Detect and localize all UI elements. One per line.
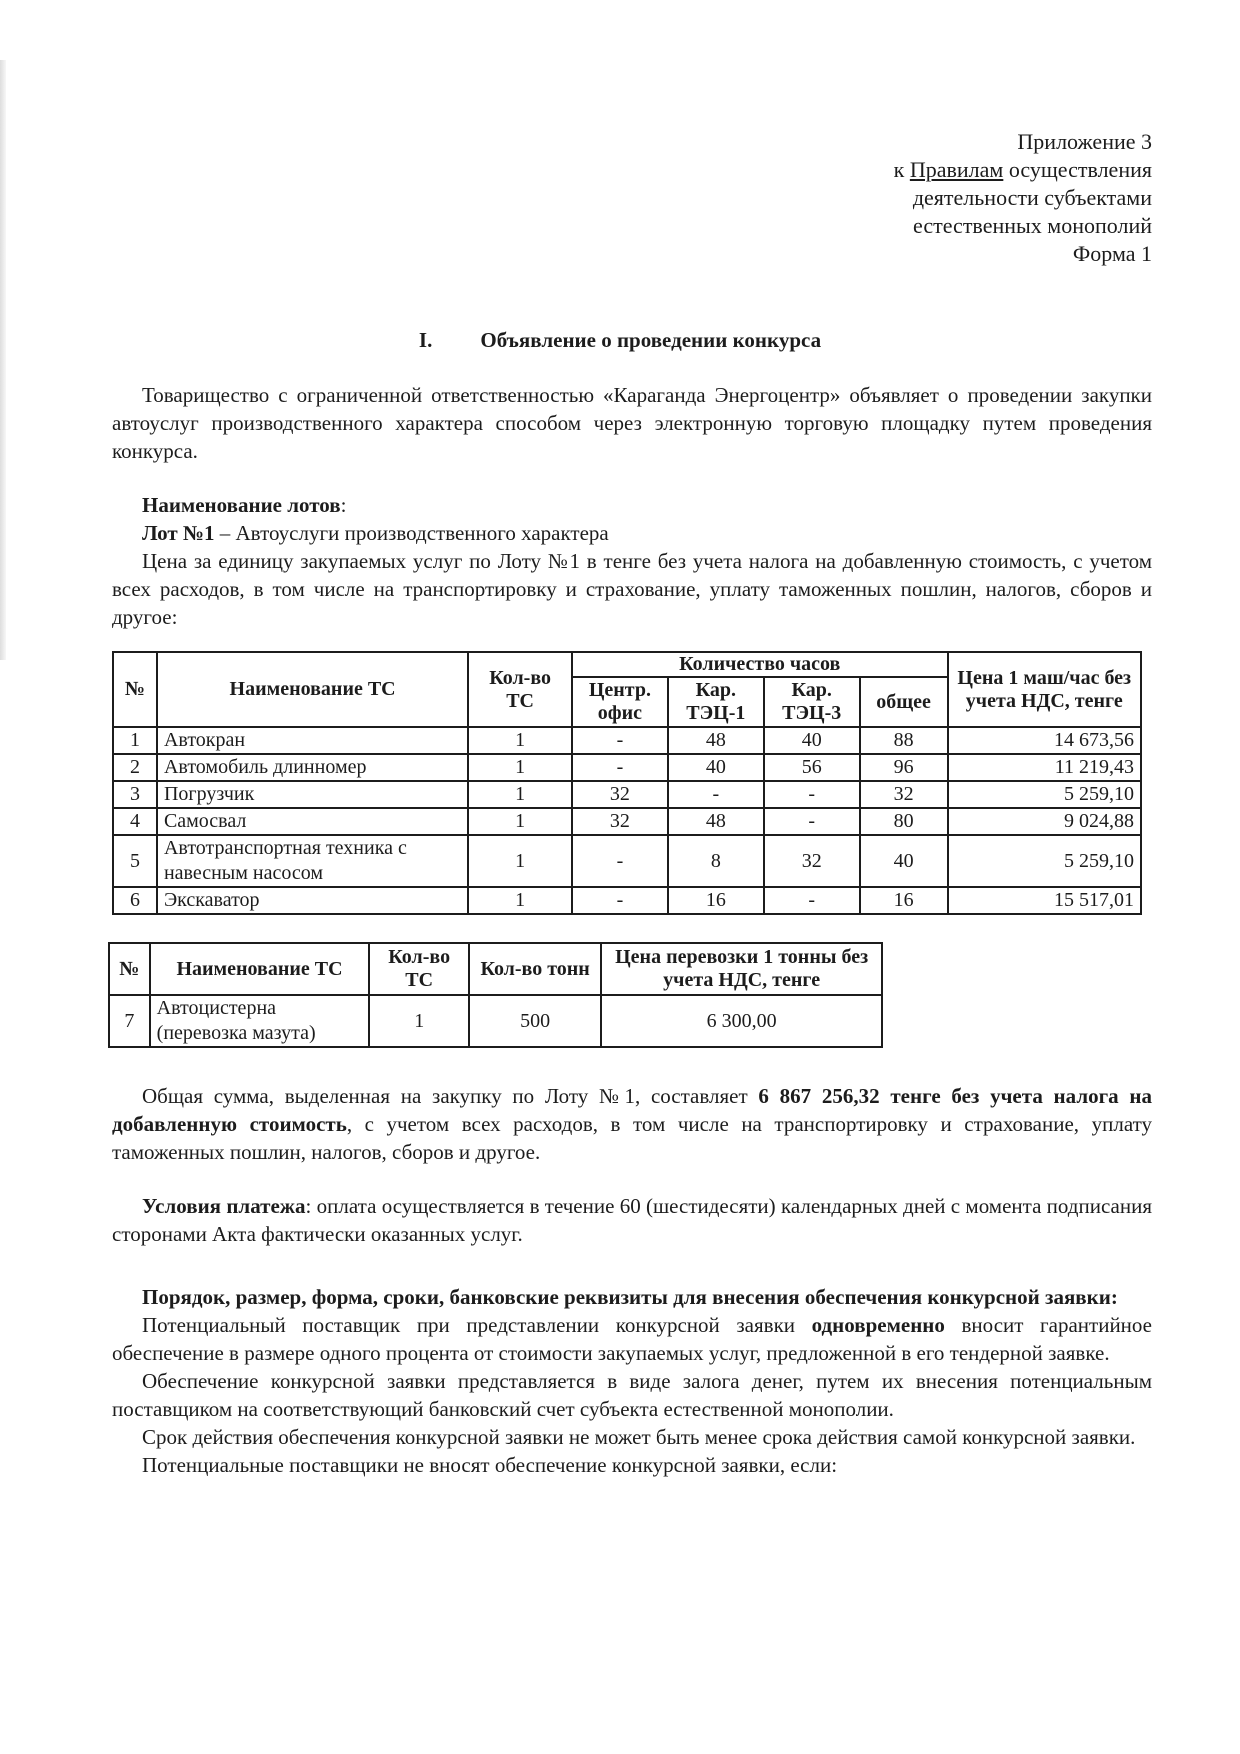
- security-p3: Срок действия обеспечения конкурсной заявки не может быть менее срока действия самой конкурсной заявки.: [142, 1425, 1136, 1449]
- col-name: Наименование ТС: [157, 652, 468, 727]
- security-p1: Потенциальный поставщик при представлении конкурсной заявки одновременно вносит гарантийное обеспечение в размере одного процента от стоимости закупаемых услуг, предложенной в его тендерной заявке.: [112, 1313, 1152, 1365]
- transport-table: [108, 942, 883, 1048]
- col-num: №: [113, 652, 157, 727]
- table-row: 3 Погрузчик 1 32 - - 32 5 259,10: [113, 781, 1141, 808]
- col-hours: Количество часов: [572, 652, 948, 677]
- services-table: [112, 651, 1142, 915]
- table-row: 5 Автотранспортная техника с навесным насосом 1 - 8 32 40 5 259,10: [113, 835, 1141, 887]
- security-block: [112, 1283, 1152, 1479]
- table-row: 6 Экскаватор 1 - 16 - 16 15 517,01: [113, 887, 1141, 914]
- col-price: Цена перевозки 1 тонны без учета НДС, тенге: [601, 943, 882, 995]
- section-title: Объявление о проведении конкурса: [480, 328, 822, 352]
- lots-block: [112, 491, 1152, 631]
- col-num: №: [109, 943, 150, 995]
- lot-line: Лот №1 – Автоуслуги производственного характера: [142, 521, 609, 545]
- section-heading: [0, 328, 1240, 353]
- annex-line-5: Форма 1: [1072, 241, 1152, 266]
- table-row: 7 Автоцистерна (перевозка мазута) 1 500 6 300,00: [109, 995, 882, 1047]
- lots-title: Наименование лотов:: [142, 493, 347, 517]
- col-tec1: Кар. ТЭЦ-1: [668, 677, 764, 727]
- lot-label: Лот №1: [142, 521, 215, 545]
- col-tons: Кол-во тонн: [469, 943, 601, 995]
- col-name: Наименование ТС: [150, 943, 370, 995]
- table-row: 2 Автомобиль длинномер 1 - 40 56 96 11 219,43: [113, 754, 1141, 781]
- table-row: 4 Самосвал 1 32 48 - 80 9 024,88: [113, 808, 1141, 835]
- col-qty: Кол-во ТС: [369, 943, 469, 995]
- intro-paragraph: Товарищество с ограниченной ответственностью «Караганда Энергоцентр» объявляет о проведении закупки автоуслуг производственного характера способом через электронную торговую площадку путем проведения конкурса.: [112, 383, 1152, 463]
- payment-paragraph: Условия платежа: оплата осуществляется в течение 60 (шестидесяти) календарных дней с момента подписания сторонами Акта фактически оказанных услуг.: [112, 1194, 1153, 1246]
- annex-line-3: деятельности субъектами: [912, 185, 1152, 210]
- security-p2: Обеспечение конкурсной заявки представляется в виде залога денег, путем их внесения потенциальным поставщиком на соответствующий банковский счет субъекта естественной монополии.: [112, 1369, 1152, 1421]
- annex-line-4: естественных монополий: [913, 213, 1152, 238]
- total-paragraph: Общая сумма, выделенная на закупку по Лоту №1, составляет 6 867 256,32 тенге без учета налога на добавленную стоимость, с учетом всех расходов, в том числе на транспортировку и страхование, уплату таможенных пошлин, налогов, сборов и другое.: [112, 1084, 1152, 1164]
- section-number: I.: [418, 328, 433, 352]
- annex-line-2: к Правилам осуществления: [893, 157, 1152, 182]
- col-central: Центр. офис: [572, 677, 668, 727]
- rules-link[interactable]: Правилам: [909, 157, 1004, 182]
- col-qty: Кол-во ТС: [468, 652, 572, 727]
- col-total: общее: [860, 677, 948, 727]
- col-tec3: Кар. ТЭЦ-3: [764, 677, 860, 727]
- security-title: Порядок, размер, форма, сроки, банковские реквизиты для внесения обеспечения конкурсной заявки:: [142, 1285, 1118, 1309]
- total-amount: 6 867 256,32 тенге без учета налога на добавленную стоимость: [112, 1084, 1152, 1136]
- annex-line-1: Приложение 3: [1017, 129, 1152, 154]
- annex-block: [732, 128, 1152, 268]
- security-p4: Потенциальные поставщики не вносят обеспечение конкурсной заявки, если:: [142, 1453, 838, 1477]
- lot-price-text: Цена за единицу закупаемых услуг по Лоту №1 в тенге без учета налога на добавленную стоимость, с учетом всех расходов, в том числе на транспортировку и страхование, уплату таможенных пошлин, налогов, сборов и другое:: [112, 549, 1152, 629]
- payment-label: Условия платежа: [142, 1194, 306, 1218]
- table-row: 1 Автокран 1 - 48 40 88 14 673,56: [113, 727, 1141, 754]
- col-price: Цена 1 маш/час без учета НДС, тенге: [948, 652, 1141, 727]
